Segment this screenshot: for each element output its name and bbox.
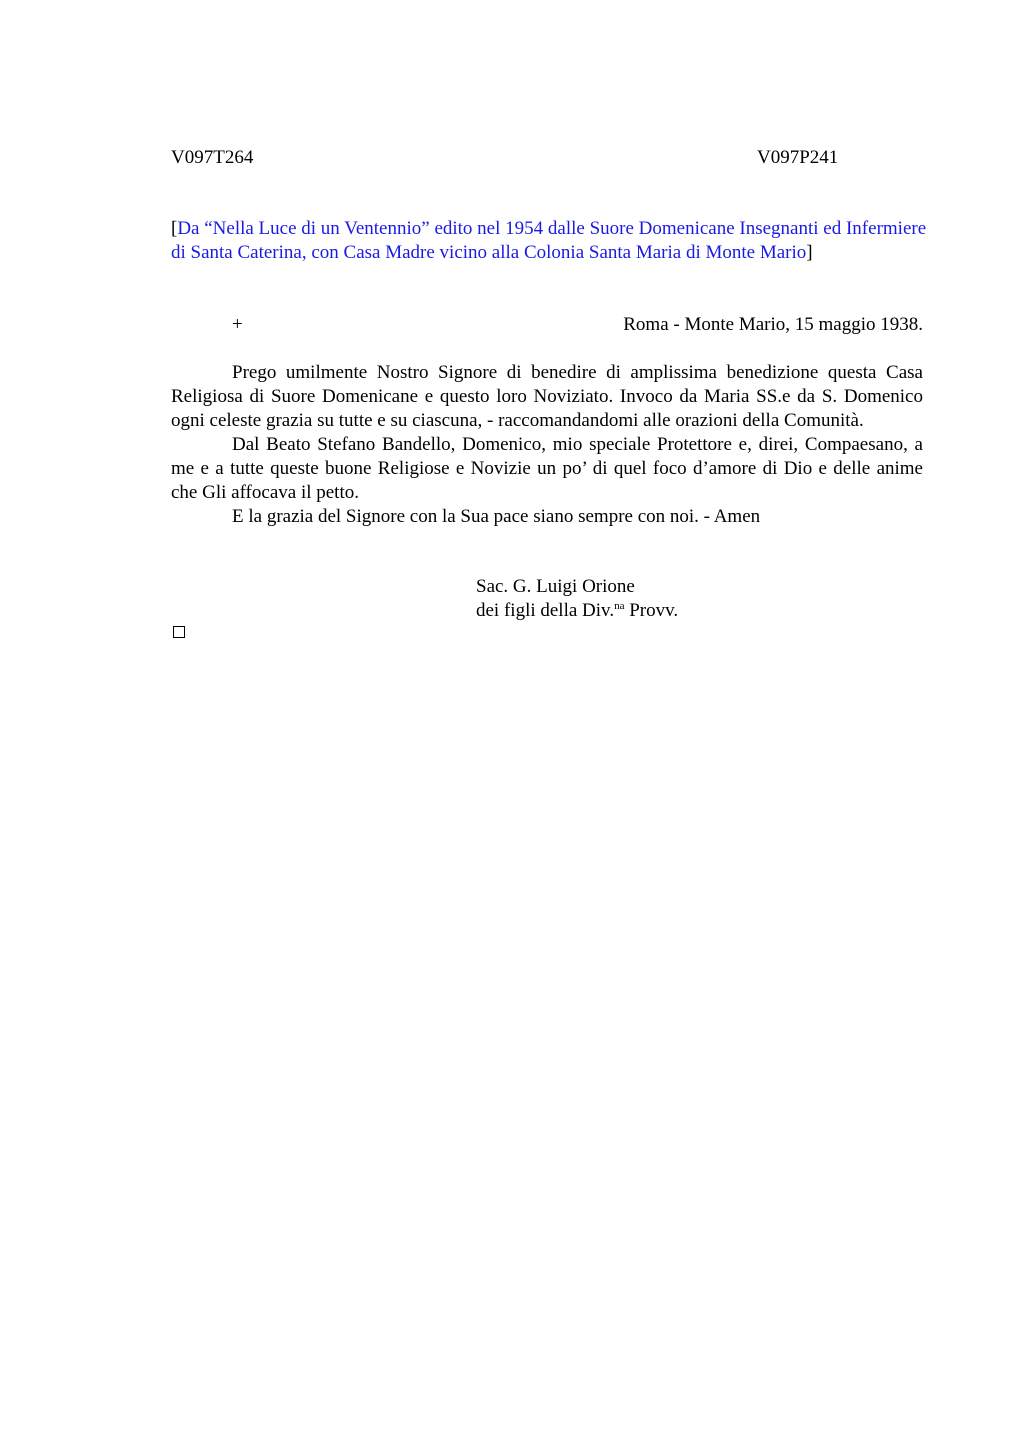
signature-name: Sac. G. Luigi Orione bbox=[476, 576, 635, 597]
letter-paragraph: Dal Beato Stefano Bandello, Domenico, mio speciale Protettore e, direi, Compaesano, a me e a tutte queste buone Religiose e Novizie un po’ di quel foco d’amore di Dio e delle anime che Gli affocava il petto. bbox=[171, 434, 923, 503]
letter-body bbox=[171, 361, 923, 529]
dateline: Roma - Monte Mario, 15 maggio 1938. bbox=[623, 314, 923, 335]
cross-symbol: + bbox=[232, 314, 243, 335]
signature-title-text: dei figli della Div. bbox=[476, 600, 615, 621]
end-of-document-box-icon bbox=[173, 626, 185, 638]
letter-paragraph: Prego umilmente Nostro Signore di benedire di amplissima benedizione questa Casa Religiosa di Suore Domenicane e questo loro Noviziato. Invoco da Maria SS.e da S. Domenico ogni celeste grazia su tutte e su ciascuna, - raccomandandomi alle orazioni della Comunità. bbox=[171, 362, 923, 431]
signature-title-superscript: na bbox=[614, 600, 625, 612]
source-note-open-bracket: [ bbox=[171, 218, 178, 239]
signature-title-suffix: Provv. bbox=[624, 600, 679, 621]
source-note bbox=[171, 217, 931, 265]
document-code-right: V097P241 bbox=[757, 147, 839, 168]
source-note-text: Da “Nella Luce di un Ventennio” edito nel 1954 dalle Suore Domenicane Insegnanti ed Infermiere di Santa Caterina, con Casa Madre vicino alla Colonia Santa Maria di Monte Mario bbox=[171, 218, 927, 263]
signature-title bbox=[476, 599, 678, 623]
signature-block bbox=[476, 575, 678, 623]
letter-paragraph: E la grazia del Signore con la Sua pace siano sempre con noi. - Amen bbox=[232, 506, 761, 527]
document-code-left: V097T264 bbox=[171, 147, 254, 168]
source-note-close-bracket: ] bbox=[806, 242, 813, 263]
